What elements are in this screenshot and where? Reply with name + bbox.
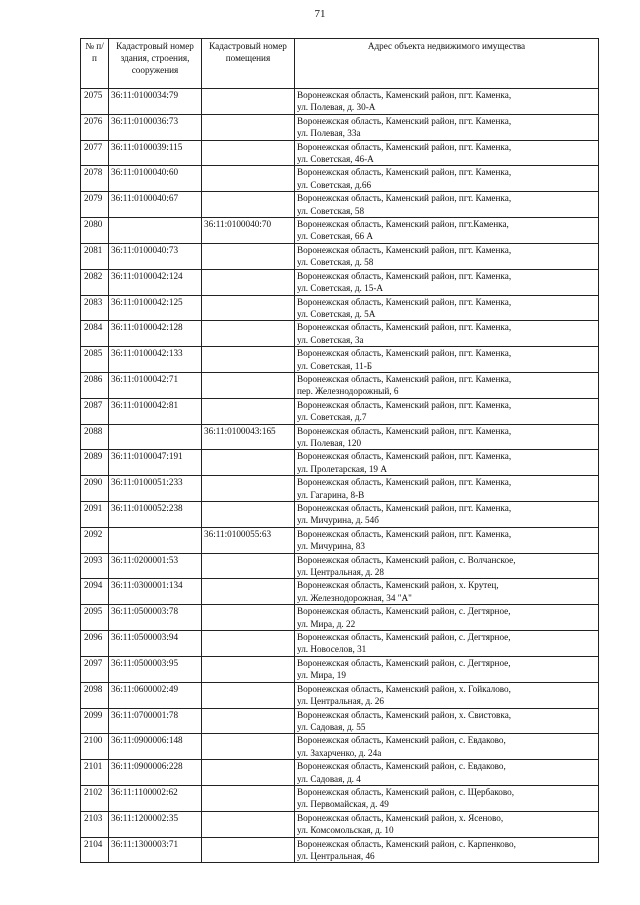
address-line-1: Воронежская область, Каменский район, пгт. Каменка, [297, 270, 512, 281]
address-line-1: Воронежская область, Каменский район, пгт. Каменка, [297, 451, 512, 462]
row-number: 2088 [81, 424, 109, 450]
header-room-cadastral: Кадастровый номер помещения [202, 39, 295, 89]
address-line-2: ул. Советская, д.66 [297, 179, 372, 190]
room-cadastral-number [202, 708, 295, 734]
address-line-2: ул. Советская, д. 15-А [297, 283, 384, 294]
table-row [81, 166, 599, 192]
address-line-1: Воронежская область, Каменский район, х. Крутец, [297, 580, 499, 591]
row-number: 2101 [81, 760, 109, 786]
building-cadastral-number: 36:11:1200002:35 [109, 811, 202, 837]
building-cadastral-number: 36:11:0100042:133 [109, 347, 202, 373]
address-line-1: Воронежская область, Каменский район, пгт. Каменка, [297, 296, 512, 307]
room-cadastral-number [202, 347, 295, 373]
building-cadastral-number: 36:11:0900006:228 [109, 760, 202, 786]
building-cadastral-number [109, 424, 202, 450]
address-cell [295, 631, 599, 657]
table-row [81, 295, 599, 321]
table-row [81, 269, 599, 295]
row-number: 2078 [81, 166, 109, 192]
address-line-2: ул. Мира, 19 [297, 670, 346, 681]
room-cadastral-number [202, 682, 295, 708]
row-number: 2091 [81, 502, 109, 528]
property-table [80, 38, 599, 863]
address-cell [295, 785, 599, 811]
table-row [81, 424, 599, 450]
room-cadastral-number [202, 140, 295, 166]
table-row [81, 347, 599, 373]
address-cell [295, 269, 599, 295]
address-line-1: Воронежская область, Каменский район, х. Свистовка, [297, 709, 512, 720]
address-cell [295, 760, 599, 786]
address-line-1: Воронежская область, Каменский район, пгт. Каменка, [297, 373, 512, 384]
building-cadastral-number [109, 218, 202, 244]
address-cell [295, 527, 599, 553]
address-line-1: Воронежская область, Каменский район, с. Волчанское, [297, 554, 516, 565]
room-cadastral-number [202, 295, 295, 321]
room-cadastral-number [202, 785, 295, 811]
address-cell [295, 321, 599, 347]
table-row [81, 579, 599, 605]
room-cadastral-number [202, 605, 295, 631]
building-cadastral-number: 36:11:0100052:238 [109, 502, 202, 528]
address-cell [295, 398, 599, 424]
row-number: 2082 [81, 269, 109, 295]
address-cell [295, 114, 599, 140]
address-line-1: Воронежская область, Каменский район, пгт. Каменка, [297, 322, 512, 333]
address-cell [295, 734, 599, 760]
room-cadastral-number [202, 398, 295, 424]
building-cadastral-number: 36:11:0600002:49 [109, 682, 202, 708]
room-cadastral-number [202, 579, 295, 605]
building-cadastral-number: 36:11:0100047:191 [109, 450, 202, 476]
table-row [81, 631, 599, 657]
address-line-1: Воронежская область, Каменский район, с. Щербаково, [297, 786, 515, 797]
building-cadastral-number: 36:11:1100002:62 [109, 785, 202, 811]
row-number: 2086 [81, 372, 109, 398]
row-number: 2102 [81, 785, 109, 811]
address-line-1: Воронежская область, Каменский район, пгт. Каменка, [297, 477, 512, 488]
building-cadastral-number: 36:11:0100042:81 [109, 398, 202, 424]
header-number: № п/п [81, 39, 109, 89]
building-cadastral-number: 36:11:0100042:125 [109, 295, 202, 321]
row-number: 2077 [81, 140, 109, 166]
address-line-2: ул. Садовая, д. 4 [297, 773, 361, 784]
address-line-1: Воронежская область, Каменский район, с. Дегтярное, [297, 632, 511, 643]
address-cell [295, 605, 599, 631]
building-cadastral-number [109, 527, 202, 553]
address-line-2: ул. Советская, 66 А [297, 231, 373, 242]
address-line-1: Воронежская область, Каменский район, с. Дегтярное, [297, 606, 511, 617]
building-cadastral-number: 36:11:0300001:134 [109, 579, 202, 605]
address-cell [295, 579, 599, 605]
table-row [81, 605, 599, 631]
table-row [81, 140, 599, 166]
address-line-2: ул. Советская, 46-А [297, 154, 374, 165]
address-line-2: ул. Пролетарская, 19 А [297, 463, 387, 474]
building-cadastral-number: 36:11:0100036:73 [109, 114, 202, 140]
address-line-1: Воронежская область, Каменский район, пгт. Каменка, [297, 528, 512, 539]
building-cadastral-number: 36:11:0100042:128 [109, 321, 202, 347]
row-number: 2093 [81, 553, 109, 579]
building-cadastral-number: 36:11:0100034:79 [109, 89, 202, 115]
row-number: 2084 [81, 321, 109, 347]
address-line-2: ул. Захарченко, д. 24а [297, 747, 382, 758]
address-line-2: ул. Советская, 11-Б [297, 360, 373, 371]
room-cadastral-number [202, 269, 295, 295]
address-cell [295, 502, 599, 528]
address-line-1: Воронежская область, Каменский район, пгт. Каменка, [297, 115, 512, 126]
address-cell [295, 166, 599, 192]
address-line-1: Воронежская область, Каменский район, пгт. Каменка, [297, 503, 512, 513]
address-cell [295, 295, 599, 321]
table-row [81, 114, 599, 140]
building-cadastral-number: 36:11:0100039:115 [109, 140, 202, 166]
address-line-2: ул. Полевая, 120 [297, 437, 362, 448]
building-cadastral-number: 36:11:1300003:71 [109, 837, 202, 863]
room-cadastral-number: 36:11:0100040:70 [202, 218, 295, 244]
room-cadastral-number [202, 450, 295, 476]
room-cadastral-number: 36:11:0100043:165 [202, 424, 295, 450]
row-number: 2087 [81, 398, 109, 424]
address-line-2: ул. Советская, 3а [297, 334, 364, 345]
address-line-2: ул. Советская, д. 58 [297, 257, 374, 268]
address-cell [295, 682, 599, 708]
address-line-2: ул. Новоселов, 31 [297, 644, 367, 655]
room-cadastral-number [202, 114, 295, 140]
address-line-1: Воронежская область, Каменский район, пгт. Каменка, [297, 244, 512, 255]
address-line-2: ул. Комсомольская, д. 10 [297, 825, 394, 836]
address-line-2: ул. Центральная, д. 28 [297, 567, 384, 578]
row-number: 2090 [81, 476, 109, 502]
address-line-1: Воронежская область, Каменский район, пгт. Каменка, [297, 399, 512, 410]
table-row [81, 89, 599, 115]
address-cell [295, 140, 599, 166]
building-cadastral-number: 36:11:0500003:94 [109, 631, 202, 657]
table-row [81, 218, 599, 244]
room-cadastral-number [202, 476, 295, 502]
room-cadastral-number [202, 243, 295, 269]
address-line-2: ул. Первомайская, д. 49 [297, 799, 389, 810]
address-line-1: Воронежская область, Каменский район, с. Карпенково, [297, 838, 516, 849]
table-row [81, 785, 599, 811]
address-line-2: ул. Советская, д.7 [297, 412, 367, 423]
table-row [81, 450, 599, 476]
address-line-2: ул. Мичурина, 83 [297, 541, 365, 552]
room-cadastral-number [202, 321, 295, 347]
address-line-1: Воронежская область, Каменский район, пгт. Каменка, [297, 348, 512, 359]
room-cadastral-number [202, 631, 295, 657]
room-cadastral-number [202, 811, 295, 837]
address-line-1: Воронежская область, Каменский район, пгт. Каменка, [297, 425, 512, 436]
header-building-cadastral: Кадастровый номер здания, строения, сооружения [109, 39, 202, 89]
table-row [81, 553, 599, 579]
address-line-2: пер. Железнодорожный, 6 [297, 386, 399, 397]
address-cell [295, 811, 599, 837]
row-number: 2076 [81, 114, 109, 140]
row-number: 2100 [81, 734, 109, 760]
address-line-1: Воронежская область, Каменский район, пгт. Каменка, [297, 90, 512, 100]
room-cadastral-number [202, 553, 295, 579]
table-row [81, 243, 599, 269]
row-number: 2081 [81, 243, 109, 269]
table-row [81, 656, 599, 682]
building-cadastral-number: 36:11:0500003:95 [109, 656, 202, 682]
row-number: 2096 [81, 631, 109, 657]
table-body [81, 89, 599, 863]
room-cadastral-number [202, 837, 295, 863]
address-line-2: ул. Садовая, д. 55 [297, 721, 366, 732]
address-line-1: Воронежская область, Каменский район, пгт. Каменка, [297, 141, 512, 152]
row-number: 2085 [81, 347, 109, 373]
row-number: 2075 [81, 89, 109, 115]
address-cell [295, 372, 599, 398]
room-cadastral-number [202, 372, 295, 398]
address-cell [295, 243, 599, 269]
address-line-2: ул. Центральная, д. 26 [297, 696, 384, 707]
table-row [81, 192, 599, 218]
row-number: 2098 [81, 682, 109, 708]
address-line-1: Воронежская область, Каменский район, с. Дегтярное, [297, 657, 511, 668]
address-cell [295, 424, 599, 450]
row-number: 2097 [81, 656, 109, 682]
address-cell [295, 656, 599, 682]
table-row [81, 372, 599, 398]
building-cadastral-number: 36:11:0100042:124 [109, 269, 202, 295]
building-cadastral-number: 36:11:0100040:73 [109, 243, 202, 269]
room-cadastral-number: 36:11:0100055:63 [202, 527, 295, 553]
address-cell [295, 553, 599, 579]
address-line-1: Воронежская область, Каменский район, х. Ясеново, [297, 812, 504, 823]
address-line-2: ул. Железнодорожная, 34 "А" [297, 592, 412, 603]
table-row [81, 708, 599, 734]
address-cell [295, 192, 599, 218]
address-cell [295, 837, 599, 863]
address-line-2: ул. Мира, д. 22 [297, 618, 356, 629]
room-cadastral-number [202, 760, 295, 786]
address-line-2: ул. Полевая, д. 30-А [297, 102, 376, 113]
address-line-2: ул. Советская, д. 5А [297, 308, 376, 319]
address-line-1: Воронежская область, Каменский район, с. Евдаково, [297, 761, 506, 772]
row-number: 2089 [81, 450, 109, 476]
row-number: 2095 [81, 605, 109, 631]
address-cell [295, 450, 599, 476]
address-cell [295, 89, 599, 115]
room-cadastral-number [202, 656, 295, 682]
building-cadastral-number: 36:11:0700001:78 [109, 708, 202, 734]
building-cadastral-number: 36:11:0100051:233 [109, 476, 202, 502]
building-cadastral-number: 36:11:0100040:67 [109, 192, 202, 218]
address-cell [295, 218, 599, 244]
address-cell [295, 347, 599, 373]
room-cadastral-number [202, 89, 295, 115]
address-line-1: Воронежская область, Каменский район, пгт. Каменка, [297, 193, 512, 204]
address-line-2: ул. Полевая, 33а [297, 128, 361, 139]
table-row [81, 321, 599, 347]
table-row [81, 837, 599, 863]
address-cell [295, 476, 599, 502]
header-address: Адрес объекта недвижимого имущества [295, 39, 599, 89]
row-number: 2080 [81, 218, 109, 244]
building-cadastral-number: 36:11:0200001:53 [109, 553, 202, 579]
table-row [81, 734, 599, 760]
building-cadastral-number: 36:11:0100040:60 [109, 166, 202, 192]
room-cadastral-number [202, 734, 295, 760]
row-number: 2094 [81, 579, 109, 605]
room-cadastral-number [202, 192, 295, 218]
page-number: 71 [314, 8, 326, 20]
table-row [81, 476, 599, 502]
address-line-1: Воронежская область, Каменский район, пгт.Каменка, [297, 219, 509, 230]
address-line-1: Воронежская область, Каменский район, пгт. Каменка, [297, 167, 512, 178]
table-header-row [81, 39, 599, 89]
room-cadastral-number [202, 166, 295, 192]
address-line-2: ул. Центральная, 46 [297, 850, 375, 861]
address-line-1: Воронежская область, Каменский район, с. Евдаково, [297, 735, 506, 746]
table-row [81, 398, 599, 424]
building-cadastral-number: 36:11:0100042:71 [109, 372, 202, 398]
building-cadastral-number: 36:11:0900006:148 [109, 734, 202, 760]
address-cell [295, 708, 599, 734]
table-row [81, 682, 599, 708]
row-number: 2104 [81, 837, 109, 863]
table-row [81, 760, 599, 786]
table-row [81, 502, 599, 528]
address-line-2: ул. Мичурина, д. 54б [297, 515, 379, 526]
table-row [81, 527, 599, 553]
building-cadastral-number: 36:11:0500003:78 [109, 605, 202, 631]
row-number: 2079 [81, 192, 109, 218]
address-line-2: ул. Гагарина, 8-В [297, 489, 365, 500]
address-line-2: ул. Советская, 58 [297, 205, 365, 216]
room-cadastral-number [202, 502, 295, 528]
row-number: 2092 [81, 527, 109, 553]
row-number: 2103 [81, 811, 109, 837]
table-row [81, 811, 599, 837]
row-number: 2083 [81, 295, 109, 321]
row-number: 2099 [81, 708, 109, 734]
address-line-1: Воронежская область, Каменский район, х. Гойкалово, [297, 683, 511, 694]
